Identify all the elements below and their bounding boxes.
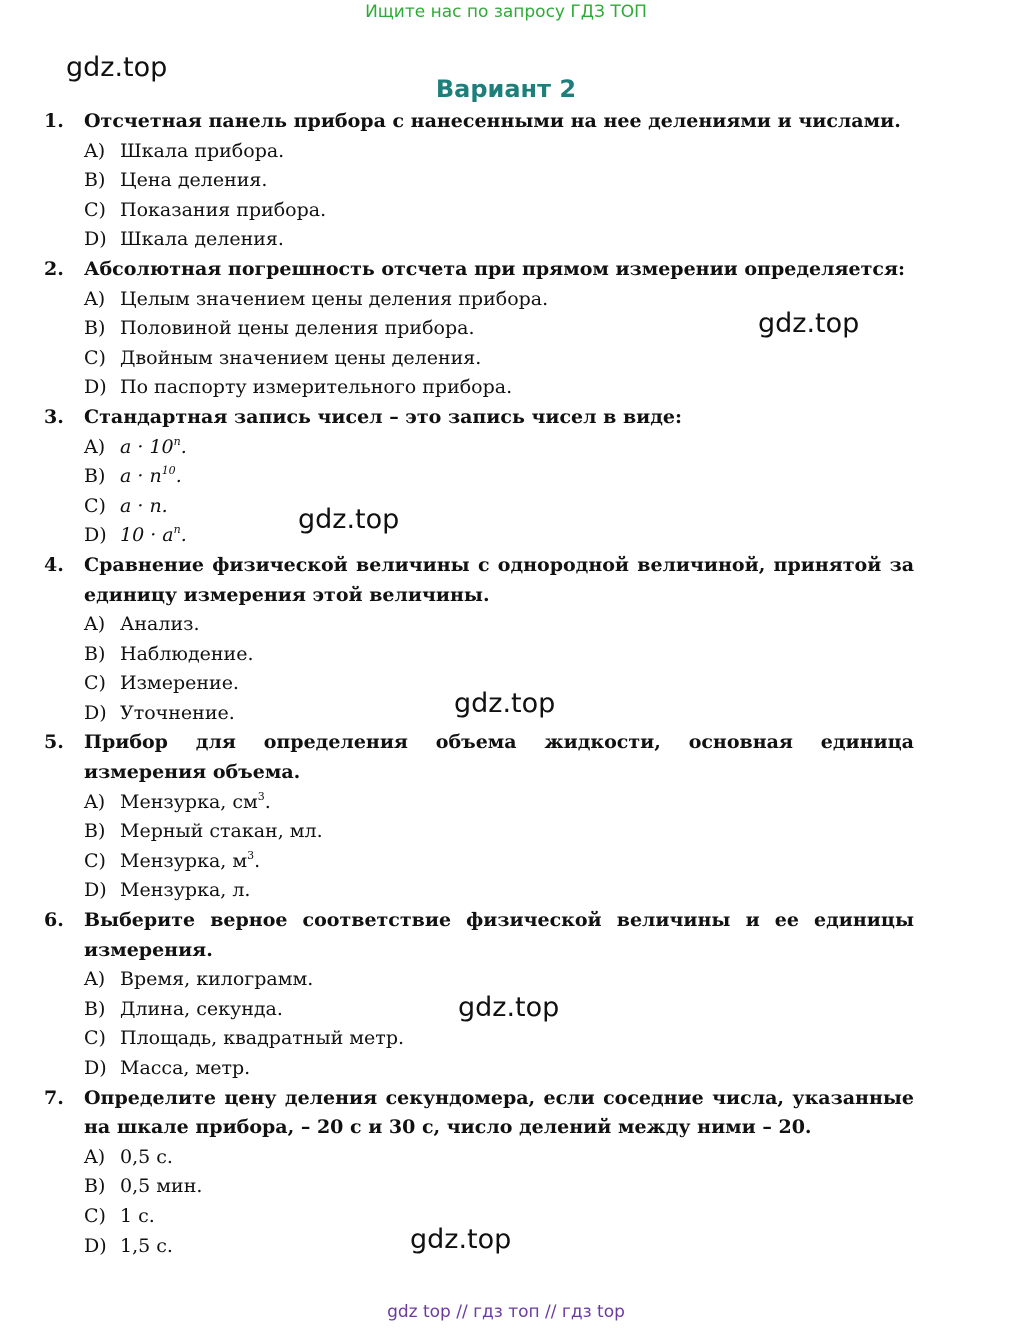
question-6: [44, 906, 914, 1084]
question-number: 1.: [44, 110, 64, 132]
watermark: gdz.top: [458, 992, 560, 1023]
watermark: gdz.top: [410, 1224, 512, 1255]
question-text: Абсолютная погрешность отсчета при прямом измерении определяется:: [84, 257, 905, 280]
watermark: gdz.top: [454, 688, 556, 719]
option-a: A) Мензурка, $см^3$.: [84, 789, 271, 813]
question-number: 7.: [44, 1086, 64, 1109]
option-a: A) $a \cdot 10^n$.: [84, 434, 187, 458]
option-c: C) Двойным значением цены деления.: [84, 346, 482, 369]
option-c: C) Показания прибора.: [84, 198, 327, 221]
question-5: [44, 728, 914, 906]
option-a: A) Время, килограмм.: [84, 968, 314, 991]
option-b: B) Половиной цены деления прибора.: [84, 317, 475, 340]
option-c: C) a · n.: [84, 494, 168, 517]
question-text: Отсчетная панель прибора с нанесенными на нее делениями и числами.: [84, 110, 901, 132]
question-3: [44, 403, 914, 551]
option-a: A) 0,5 с.: [84, 1145, 173, 1168]
option-d: D) 1,5 с.: [84, 1234, 173, 1257]
question-1: [44, 107, 914, 255]
option-c: C) Площадь, квадратный метр.: [84, 1027, 405, 1050]
question-number: 6.: [44, 909, 64, 932]
question-2: [44, 255, 914, 403]
watermark: gdz.top: [758, 308, 860, 339]
option-b: B) Длина, секунда.: [84, 997, 283, 1020]
option-d: D) Уточнение.: [84, 701, 235, 724]
question-number: 3.: [44, 405, 64, 428]
option-d: D) Масса, метр.: [84, 1057, 251, 1079]
top-banner: Ищите нас по запросу ГДЗ ТОП: [365, 2, 647, 22]
option-d: D) Мензурка, л.: [84, 879, 251, 902]
option-c: C) Измерение.: [84, 672, 239, 695]
option-b: B) $a \cdot n^{10}$.: [84, 464, 182, 488]
question-number: 5.: [44, 731, 64, 754]
option-c: C) Мензурка, $м^3$.: [84, 848, 261, 872]
question-text: Стандартная запись чисел – это запись чисел в виде:: [84, 405, 682, 428]
question-number: 4.: [44, 553, 64, 576]
option-b: B) 0,5 мин.: [84, 1175, 203, 1198]
option-d: D) Шкала деления.: [84, 228, 284, 251]
option-b: B) Наблюдение.: [84, 642, 254, 665]
option-a: A) Целым значением цены деления прибора.: [84, 287, 549, 310]
question-4: [44, 551, 914, 729]
option-b: B) Цена деления.: [84, 169, 268, 192]
watermark: gdz.top: [66, 52, 168, 83]
watermark: gdz.top: [298, 504, 400, 535]
option-d: D) По паспорту измерительного прибора.: [84, 376, 513, 399]
question-text: Определите цену деления секундомера, если соседние числа, указанные на шкале прибора, – 20 с и 30 с, число делений между ними – 20.: [84, 1086, 914, 1139]
footer-links: gdz top // гдз топ // гдз top: [387, 1302, 625, 1322]
option-d: D) $10 \cdot a^n$.: [84, 523, 187, 547]
question-7: [44, 1084, 914, 1262]
question-text: Сравнение физической величины с однородной величиной, принятой за единицу измерения этой величины.: [84, 553, 914, 606]
question-text: Выберите верное соответствие физической величины и ее единицы измерения.: [84, 909, 914, 961]
option-b: B) Мерный стакан, мл.: [84, 820, 323, 843]
question-list: [44, 107, 914, 1261]
variant-title: Вариант 2: [435, 75, 577, 103]
question-text: Прибор для определения объема жидкости, основная единица измерения объема.: [84, 731, 914, 784]
option-c: C) 1 с.: [84, 1204, 155, 1227]
option-a: A) Анализ.: [84, 613, 200, 636]
question-number: 2.: [44, 257, 64, 280]
option-a: A) Шкала прибора.: [84, 139, 285, 162]
